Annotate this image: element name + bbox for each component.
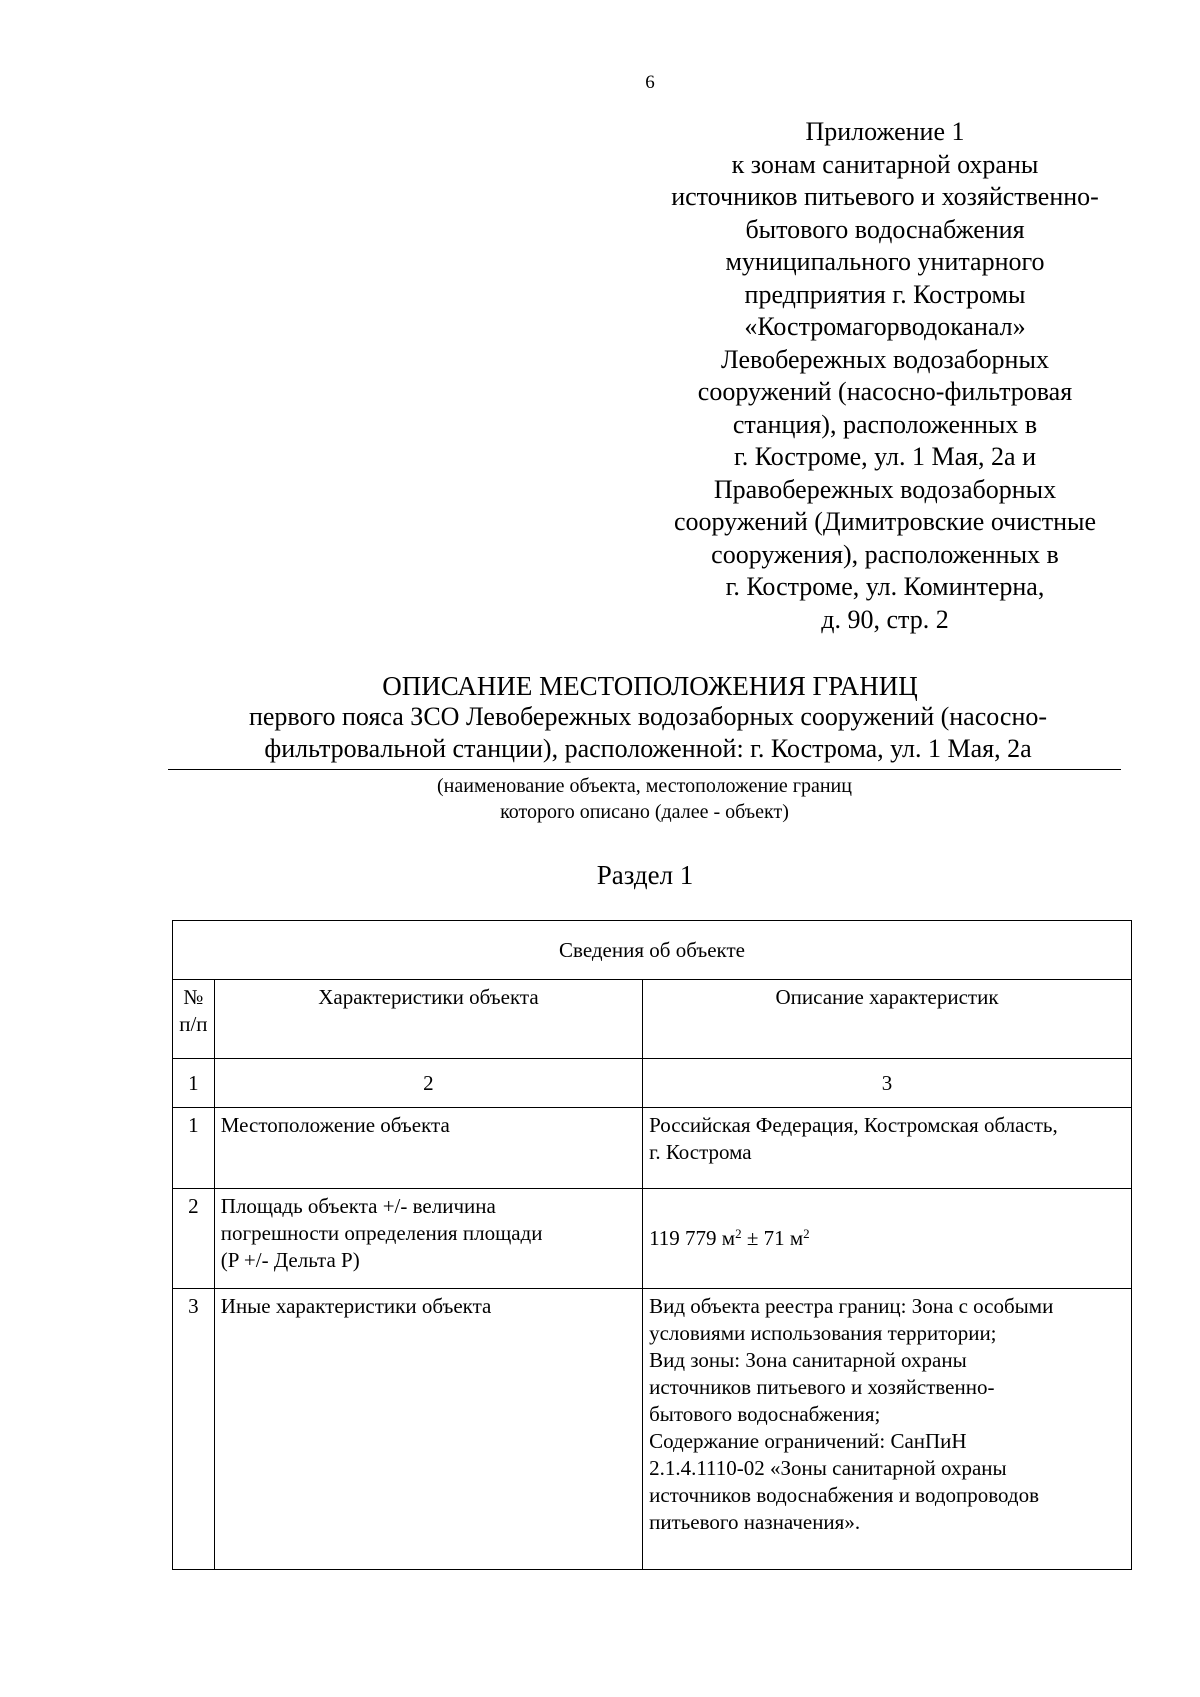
- document-subtitle: [168, 701, 1128, 765]
- appendix-line: сооружений (Димитровские очистные: [673, 507, 1096, 536]
- row-value: [643, 1108, 1132, 1189]
- column-number: 1: [173, 1059, 215, 1108]
- table-caption: Сведения об объекте: [173, 921, 1132, 980]
- table-header-row: [173, 980, 1132, 1059]
- caption-line: которого описано (далее - объект): [500, 801, 789, 823]
- appendix-line: бытового водоснабжения: [745, 214, 1025, 244]
- row-value-line: бытового водоснабжения;: [649, 1402, 881, 1426]
- underline-divider: [168, 769, 1121, 770]
- appendix-line: г. Костроме, ул. 1 Мая, 2а и: [733, 442, 1037, 471]
- appendix-line: Приложение 1: [805, 117, 965, 146]
- appendix-line: д. 90, стр. 2: [821, 604, 949, 634]
- appendix-line: предприятия г. Костромы: [744, 279, 1026, 309]
- row-num: 2: [173, 1189, 215, 1289]
- row-value-area: [643, 1189, 1132, 1289]
- appendix-line: к зонам санитарной охраны: [731, 149, 1039, 179]
- appendix-line: сооружений (насосно-фильтровая: [697, 377, 1073, 406]
- appendix-line: г. Костроме, ул. Коминтерна,: [725, 572, 1045, 601]
- row-value-line: Российская Федерация, Костромская область,: [649, 1113, 1058, 1137]
- row-value-line: питьевого назначения».: [649, 1510, 861, 1534]
- header-description: Описание характеристик: [643, 980, 1132, 1059]
- area-value: 119 779 м: [649, 1226, 736, 1250]
- page-number: 6: [645, 72, 655, 93]
- row-value-line: 2.1.4.1110-02 «Зоны санитарной охраны: [649, 1456, 1007, 1480]
- appendix-line: «Костромагорводоканал»: [744, 312, 1026, 341]
- table-row: [173, 1189, 1132, 1289]
- tolerance-unit-exponent: 2: [803, 1226, 810, 1241]
- area-unit-exponent: 2: [735, 1226, 742, 1241]
- row-name-line: погрешности определения площади: [220, 1221, 543, 1245]
- appendix-line: станция), расположенных в: [732, 409, 1038, 439]
- row-num: 3: [173, 1289, 215, 1570]
- appendix-block: [635, 116, 1135, 636]
- area-tolerance: ± 71 м: [741, 1226, 804, 1250]
- table-caption-row: [173, 921, 1132, 980]
- column-number: 2: [214, 1059, 642, 1108]
- appendix-line: Левобережных водозаборных: [721, 344, 1049, 374]
- appendix-line: Правобережных водозаборных: [713, 474, 1057, 504]
- object-info-table: [172, 920, 1132, 1570]
- subtitle-line: фильтровальной станции), расположенной: г. Кострома, ул. 1 Мая, 2а: [264, 734, 1032, 763]
- appendix-line: сооружения), расположенных в: [711, 539, 1059, 569]
- row-value: [643, 1289, 1132, 1570]
- row-name-line: (P +/- Дельта P): [220, 1248, 360, 1272]
- caption-line: (наименование объекта, местоположение границ: [437, 775, 852, 797]
- row-value-line: Вид зоны: Зона санитарной охраны: [649, 1348, 967, 1372]
- row-value-line: Содержание ограничений: СанПиН: [649, 1429, 967, 1453]
- section-title: Раздел 1: [596, 860, 694, 890]
- row-name: [214, 1189, 642, 1289]
- row-value-line: источников водоснабжения и водопроводов: [649, 1483, 1040, 1507]
- table-row: [173, 1289, 1132, 1570]
- row-value-line: г. Кострома: [649, 1140, 752, 1164]
- row-name: Иные характеристики объекта: [214, 1289, 642, 1570]
- column-number-row: [173, 1059, 1132, 1108]
- row-value-line: источников питьевого и хозяйственно-: [649, 1375, 995, 1399]
- row-name: Местоположение объекта: [214, 1108, 642, 1189]
- row-num: 1: [173, 1108, 215, 1189]
- row-value-line: условиями использования территории;: [649, 1321, 997, 1345]
- header-num: № п/п: [173, 980, 215, 1059]
- appendix-line: муниципального унитарного: [725, 247, 1045, 276]
- object-caption: [168, 773, 1121, 825]
- row-value-line: Вид объекта реестра границ: Зона с особыми: [649, 1294, 1054, 1318]
- document-title: ОПИСАНИЕ МЕСТОПОЛОЖЕНИЯ ГРАНИЦ: [382, 671, 918, 701]
- column-number: 3: [643, 1059, 1132, 1108]
- subtitle-line: первого пояса ЗСО Левобережных водозаборных сооружений (насосно-: [248, 702, 1048, 731]
- header-characteristics: Характеристики объекта: [214, 980, 642, 1059]
- appendix-line: источников питьевого и хозяйственно-: [671, 182, 1099, 211]
- table-row: [173, 1108, 1132, 1189]
- row-name-line: Площадь объекта +/- величина: [220, 1194, 496, 1218]
